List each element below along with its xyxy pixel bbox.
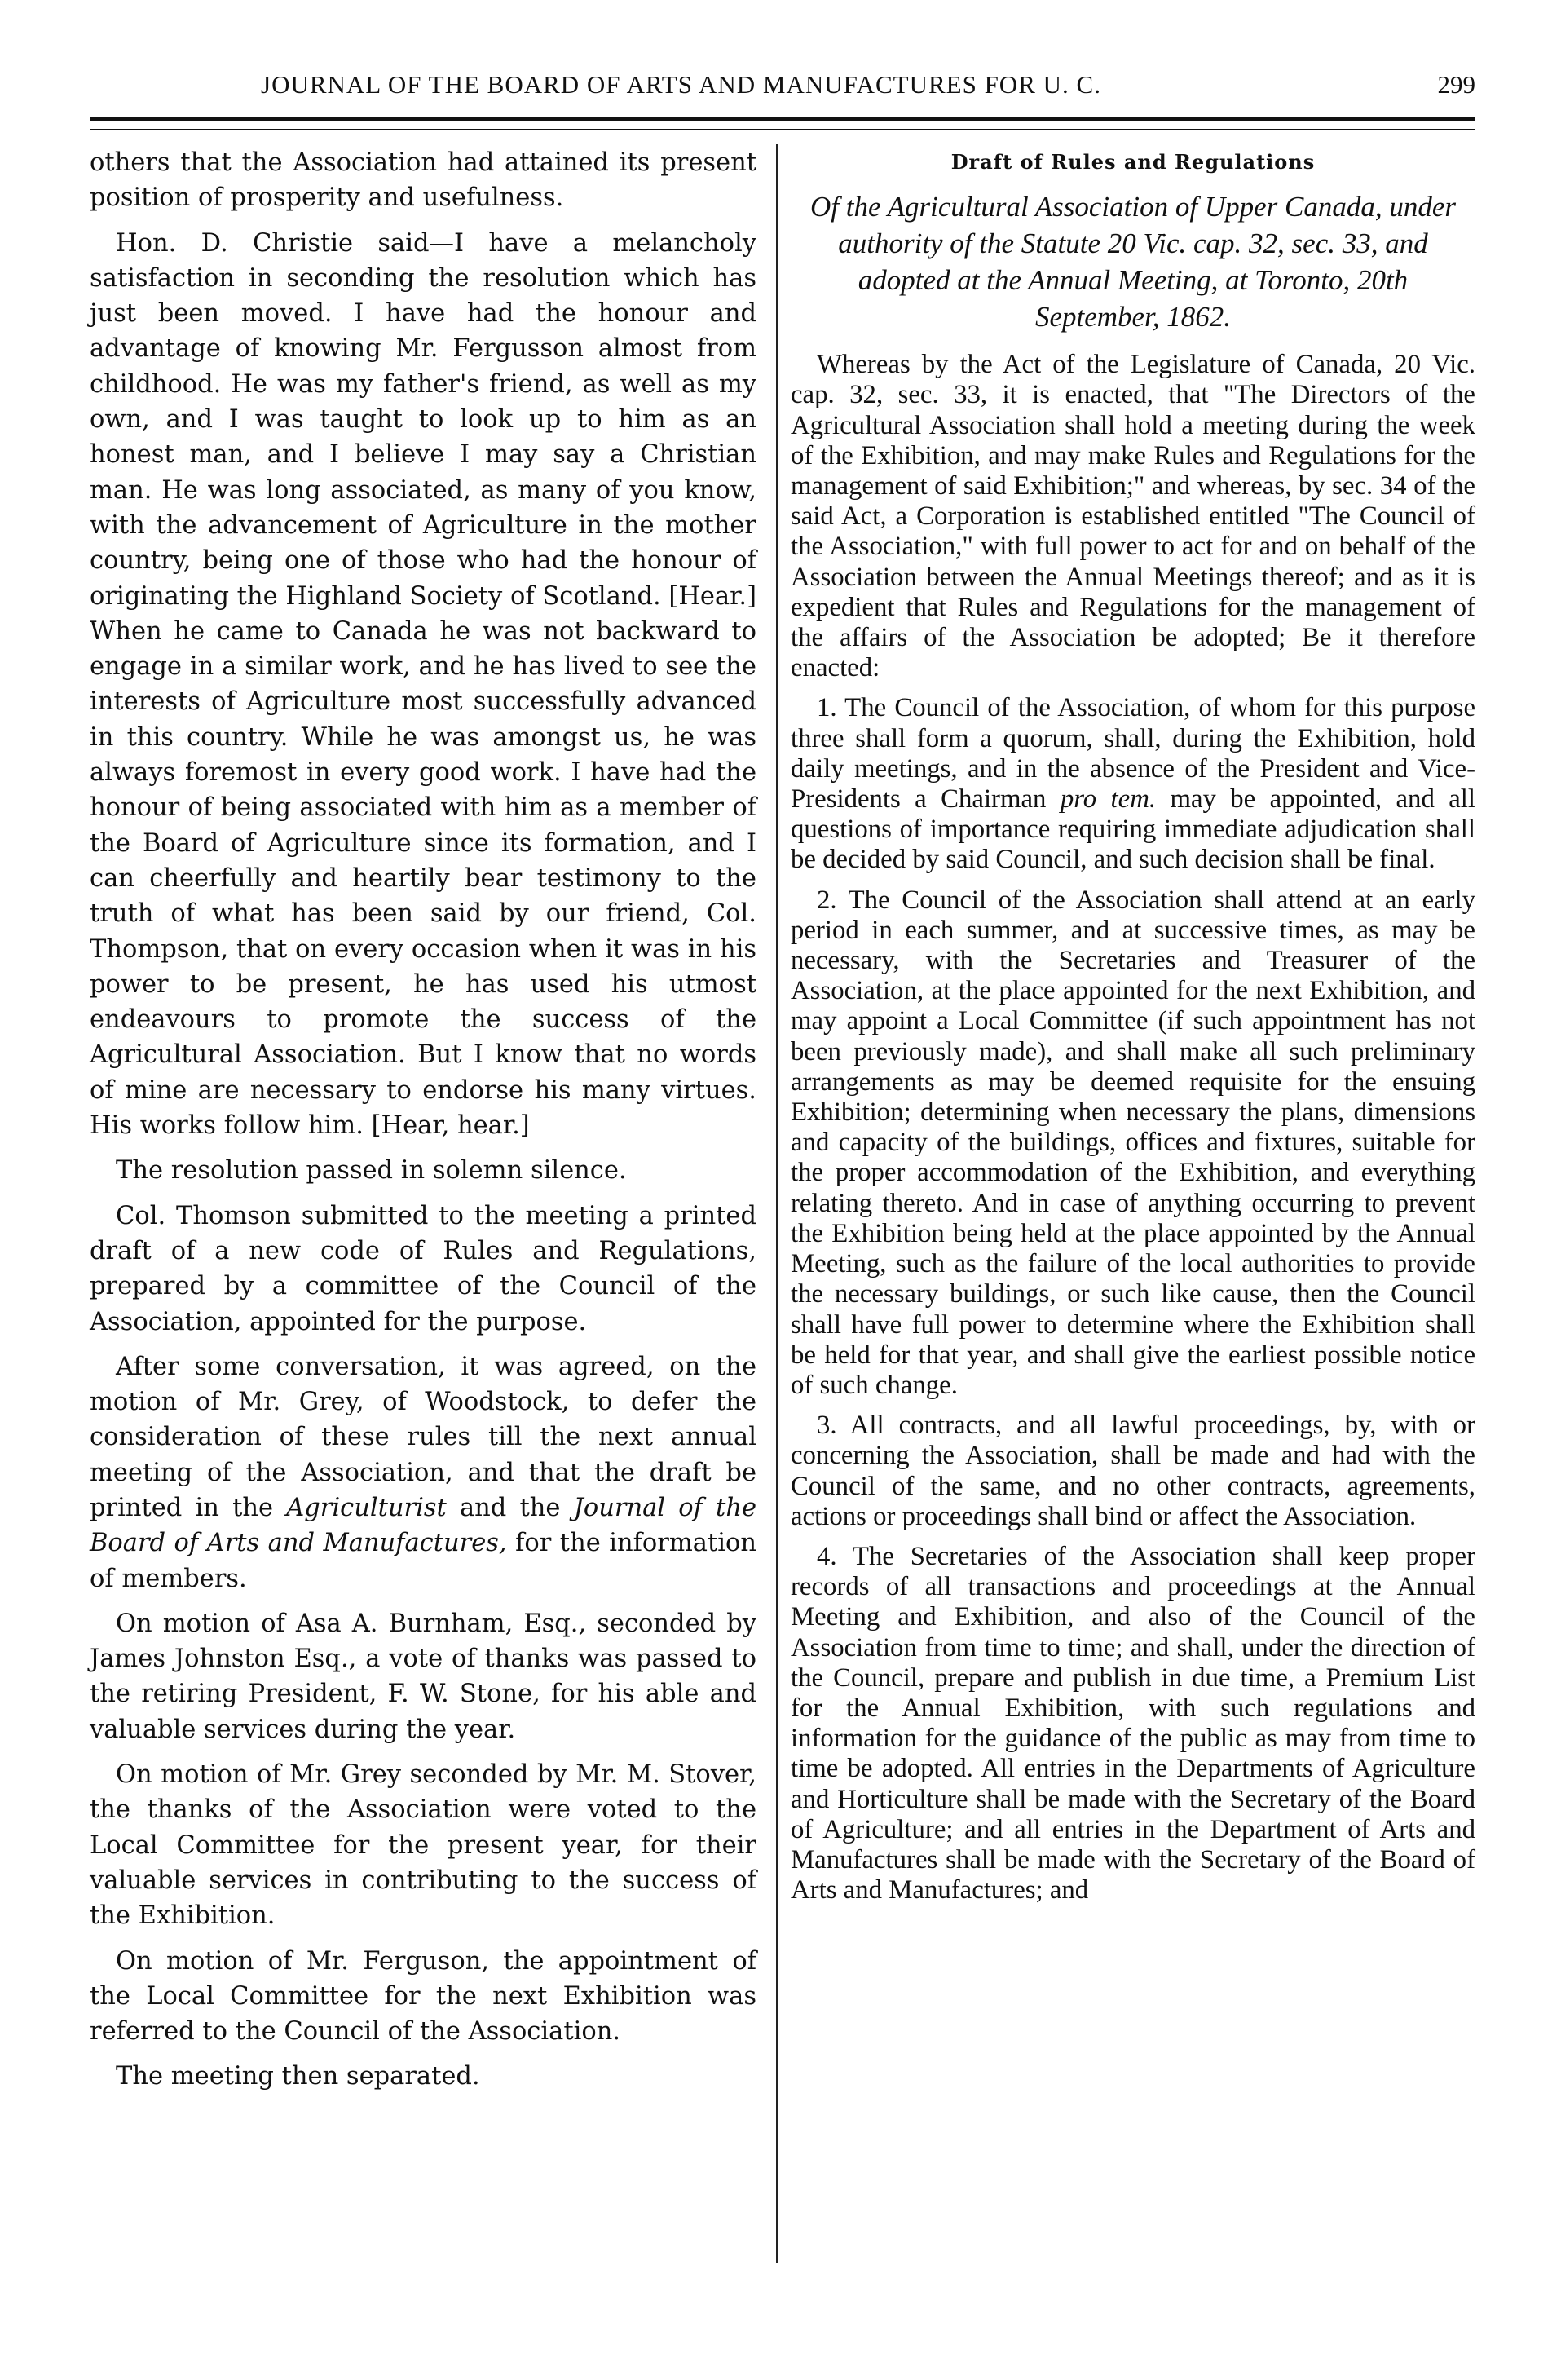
text-run: may be appointed, and all questions of importance requiring immediate adjudication shall be decided by said Council, and such decision shall be final. [791,784,1475,875]
section-heading: Draft of Rules and Regulations [950,150,1316,174]
page-number: 299 [1437,70,1475,99]
preamble: Whereas by the Act of the Legislature of Canada, 20 Vic. cap. 32, sec. 33, it is enacted, that "The Directors of the Agricultural Association shall hold a meeting during the week of the Exhibition, and may make Rules and Regulations for the management of said Exhibition;" and whereas, by sec. 34 of the said Act, a Corporation is established entitled "The Council of the Association," with full power to act for and on behalf of the Association between the Annual Meetings thereof; and as it is expedient that Rules and Regulations for the management of the affairs of the Association be adopted; Be it therefore enacted: [791,350,1475,683]
paragraph [90,1349,756,1596]
right-column [791,145,1475,1915]
running-title: JOURNAL OF THE BOARD OF ARTS AND MANUFACTURES FOR U. C. [261,70,1101,99]
italic-phrase: pro tem. [1060,784,1157,815]
italic-title: Agriculturist [286,1493,447,1522]
rule-item: 3. All contracts, and all lawful proceedings, by, with or concerning the Association, shall be made and had with the Council of the same, and no other contracts, agreements, actions or proceedings shall bind or affect the Association. [791,1411,1475,1531]
text-run: After some conversation, it was agreed, on the motion of Mr. Grey, of Woodstock, to defer the consideration of these rules till the next annual meeting of the Association, and that the draft be printed in the [90,1352,756,1522]
section-subtitle: Of the Agricultural Association of Upper Canada, under authority of the Statute 20 Vic. cap. 32, sec. 33, and adopted at the Annual Meeting, at Toronto, 20th September, 1862. [809,191,1457,333]
paragraph: On motion of Mr. Ferguson, the appointment of the Local Committee for the next Exhibition was referred to the Council of the Association. [90,1946,756,2047]
paragraph: On motion of Asa A. Burnham, Esq., seconded by James Johnston Esq., a vote of thanks was passed to the retiring President, F. W. Stone, for his able and valuable services during the year. [90,1609,756,1744]
italic-title: Journal of the Board of Arts and Manufactures, [90,1493,757,1558]
rule-item: 4. The Secretaries of the Association shall keep proper records of all transactions and proceedings at the Annual Meeting and Exhibition, and also of the Council of the Association from time to time; and shall, under the direction of the Council, prepare and publish in due time, a Premium List for the Annual Exhibition, with such regulations and information for the guidance of the public as may from time to time be adopted. All entries in the Departments of Agriculture and Horticulture shall be made with the Secretary of the Board of Agriculture; and all entries in the Department of Arts and Manufactures shall be made with the Secretary of the Board of Arts and Manufactures; and [791,1541,1475,1905]
paragraph: Hon. D. Christie said—I have a melancholy satisfaction in seconding the resolution which has just been moved. I have had the honour and advantage of knowing Mr. Fergusson almost from childhood. He was my father's friend, as well as my own, and I was taught to look up to him as an honest man, and I believe I may say a Christian man. He was long associated, as many of you know, with the advancement of Agriculture in the mother country, being one of those who had the honour of originating the Highland Society of Scotland. [Hear.] When he came to Canada he was not backward to engage in a similar work, and he has lived to see the interests of Agriculture most successfully advanced in this country. While he was amongst us, he was always foremost in every good work. I have had the honour of being associated with him as a member of the Board of Agriculture since its formation, and I can cheerfully and heartily bear testimony to the truth of what has been said by our friend, Col. Thompson, that on every occasion when it was in his power to be present, he has used his utmost endeavours to promote the success of the Agricultural Association. But I know that no words of mine are necessary to endorse his many virtues. His works follow him. [Hear, hear.] [90,228,756,1141]
text-run: 1. The Council of the Association, of whom for this purpose three shall form a quorum, shall, during the Exhibition, hold daily meetings, and in the absence of the President and Vice-Presidents a Chairman [791,693,1475,815]
rule-item: 2. The Council of the Association shall attend at an early period in each summer, and at successive times, as may be necessary, with the Secretaries and Treasurer of the Association, at the place appointed for the next Exhibition, and may appoint a Local Committee (if such appointment has not been previously made), and shall make all such preliminary arrangements as may be deemed requisite for the ensuing Exhibition; determining when necessary the plans, dimensions and capacity of the buildings, offices and fixtures, suitable for the proper accommodation of the Exhibition, and everything relating thereto. And in case of anything occurring to prevent the Exhibition being held at the place appointed by the Annual Meeting, such as the failure of the local authorities to provide the necessary buildings, or such like cause, then the Council shall have full power to determine where the Exhibition shall be held for that year, and shall give the earliest possible notice of such change. [791,885,1475,1400]
page-header [90,70,1475,103]
text-run: and the [446,1493,574,1522]
paragraph: Col. Thomson submitted to the meeting a printed draft of a new code of Rules and Regulations, prepared by a committee of the Council of the Association, appointed for the purpose. [90,1201,756,1336]
paragraph: others that the Association had attained its present position of prosperity and usefulness. [90,148,756,213]
paragraph: On motion of Mr. Grey seconded by Mr. M. Stover, the thanks of the Association were voted to the Local Committee for the present year, for their valuable services in contributing to the success of the Exhibition. [90,1760,756,1931]
column-divider [776,144,778,2263]
header-rule-thin [90,129,1475,130]
paragraph: The meeting then separated. [116,2062,480,2091]
rule-item [791,693,1475,875]
header-rule-thick [90,117,1475,121]
left-column [90,145,756,2104]
text-run: for the information of members. [90,1529,756,1593]
paragraph: The resolution passed in solemn silence. [116,1156,627,1186]
